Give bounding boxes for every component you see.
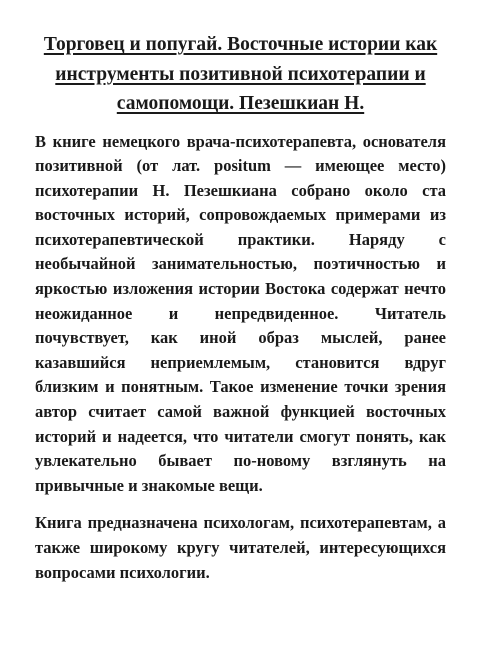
book-title: Торговец и попугай. Восточные истории как инструменты позитивной психотерапии и самопомощи. Пезешкиан Н.	[43, 34, 438, 114]
audience-paragraph: Книга предназначена психологам, психотерапевтам, а также широкому кругу читателей, интересующихся вопросами психологии.	[35, 513, 446, 582]
description-paragraph: В книге немецкого врача-психотерапевта, основателя позитивной (от лат. positum — имеющее место) психотерапии Н. Пезешкиана собрано около ста восточных историй, сопровождаемых примерами из психотерапевтической практики. Наряду с необычайной занимательностью, поэтичностью и яркостью изложения истории Востока содержат нечто неожиданное и непредвиденное. Читатель почувствует, как иной образ мыслей, ранее казавшийся неприемлемым, становится вдруг близким и понятным. Такое изменение точки зрения автор считает самой важной функцией восточных историй и надеется, что читатели смогут понять, как увлекательно бывает по-новому взглянуть на привычные и знакомые вещи.	[35, 131, 446, 495]
